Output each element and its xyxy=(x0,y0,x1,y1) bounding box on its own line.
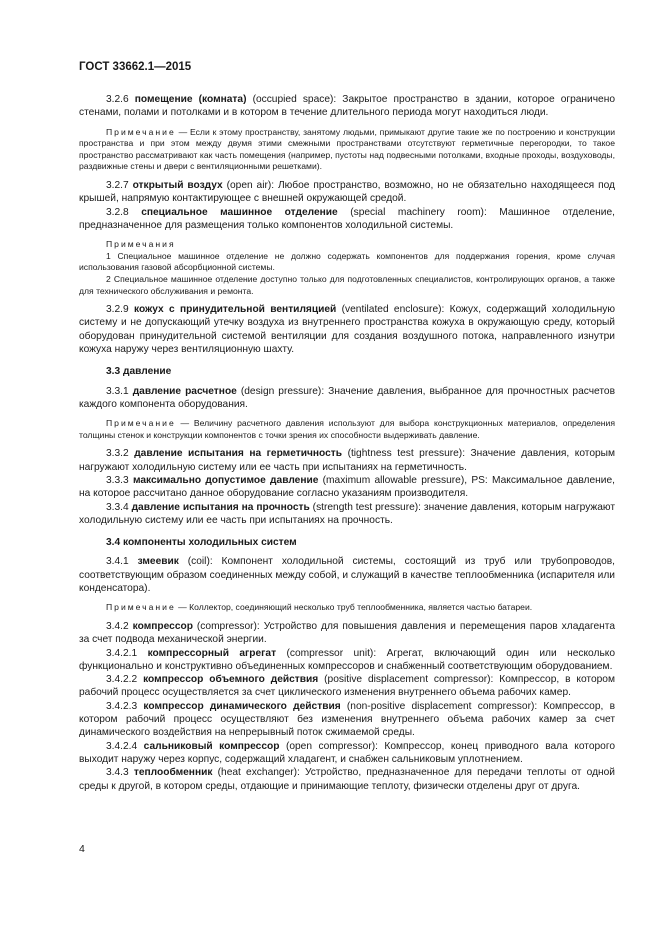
term-entry: 3.4.2.2 компрессор объемного действия (positive displacement compressor): Компрессор, в котором рабочий процесс осуществляется за счет циклического изменения внутреннего объема рабочих камер. xyxy=(79,674,615,699)
note-item: 2 Специальное машинное отделение доступно только для подготовленных специалистов, контролирующих органов, а также для технического обслуживания и ремонта. xyxy=(79,273,615,296)
term-entry: 3.4.2.1 компрессорный агрегат (compressor unit): Агрегат, включающий один или несколько функционально и конструктивно объединенных компрессоров и снабженный соответствующим оборудованием. xyxy=(79,647,615,672)
document-body xyxy=(79,93,615,793)
term-entry: 3.2.7 открытый воздух (open air): Любое пространство, возможно, но не обязательно находящееся под крышей, напрямую контактирующее с внешней окружающей средой. xyxy=(79,179,615,205)
term-entry: 3.3.4 давление испытания на прочность (strength test pressure): значение давления, которым нагружают холодильную систему или ее часть при испытаниях на прочность. xyxy=(79,501,615,526)
notes-label: Примечания xyxy=(106,239,176,250)
term-entry: 3.2.8 специальное машинное отделение (special machinery room): Машинное отделение, предназначенное для размещения только компонентов холодильной системы. xyxy=(79,206,615,231)
term-entry: 3.3.1 давление расчетное (design pressure): Значение давления, выбранное для прочностных расчетов каждого компонента оборудования. xyxy=(79,385,615,410)
term-entry: 3.2.9 кожух с принудительной вентиляцией (ventilated enclosure): Кожух, содержащий холодильную систему и не допускающий утечку воздуха из внутреннего пространства кожуха в окружающую среду, который оборудован принудительной системой вентиляции для создания воздушного потока, направленного изнутри кожуха наружу через вентиляционную шахту. xyxy=(79,304,616,356)
term-entry: 3.4.3 теплообменник (heat exchanger): Устройство, предназначенное для передачи теплоты от одной среды к другой, в котором среды, отдающие и принимающие теплоту, физически отделены друг от друга. xyxy=(79,767,616,792)
term-entry: 3.4.2 компрессор (compressor): Устройство для повышения давления и перемещения паров хладагента за счет подвода механической энергии. xyxy=(79,620,615,646)
term-entry: 3.4.2.3 компрессор динамического действия (non-positive displacement compressor): Компрессор, в котором рабочий процесс осуществляют без изменения внутреннего объема рабочих камер за счет динамического воздействия на непрерывный поток сжимаемой среды. xyxy=(79,700,615,739)
term-entry: 3.3.2 давление испытания на герметичность (tightness test pressure): Значение давления, которым нагружают холодильную систему или ее часть при испытаниях на герметичность. xyxy=(79,448,615,473)
note: Примечание — Коллектор, соединяющий несколько труб теплообменника, является частью батареи. xyxy=(106,602,533,613)
note: Примечание — Величину расчетного давления используют для выбора конструкционных материалов, определения толщины стенок и конструкции компонентов с точки зрения их способности выдерживать давление. xyxy=(79,418,615,440)
document-header: ГОСТ 33662.1—2015 xyxy=(79,61,192,73)
note-item: 1 Специальное машинное отделение не должно содержать компонентов для поддержания горения, кроме случая использования газовой абсорбционной системы. xyxy=(79,250,615,273)
term-entry: 3.4.2.4 сальниковый компрессор (open compressor): Компрессор, конец приводного вала которого выходит наружу через корпус, содержащий хладагент, и снабжен сальниковым уплотнением. xyxy=(79,740,615,765)
note: Примечание — Если к этому пространству, занятому людьми, примыкают другие такие же по построению и конструкции пространства и при этом между двумя этими смежными пространствами отсутствуют герметичные перегородки, то такое пространство рассматривают как часть помещения (например, пустоты над подвесными потолками, входные проходы, воздуховоды, раздвижные стены и двери с вентиляционными решетками). xyxy=(79,126,615,172)
page-number: 4 xyxy=(79,843,85,855)
term-entry: 3.2.6 помещение (комната) (occupied space): Закрытое пространство в здании, которое ограничено стенами, полами и потолками и в котором в течение длительного периода могут находиться люди. xyxy=(79,94,615,119)
section-heading: 3.4 компоненты холодильных систем xyxy=(106,537,297,549)
term-entry: 3.3.3 максимально допустимое давление (maximum allowable pressure), PS: Максимальное давление, на которое рассчитано данное оборудование согласно указаниям производителя. xyxy=(79,474,615,500)
term-entry: 3.4.1 змеевик (coil): Компонент холодильной системы, состоящий из труб или трубопроводов, соответствующим образом соединенных между собой, и служащий в качестве теплообменника (испарителя или конденсатора). xyxy=(79,556,615,595)
section-heading: 3.3 давление xyxy=(106,366,172,378)
